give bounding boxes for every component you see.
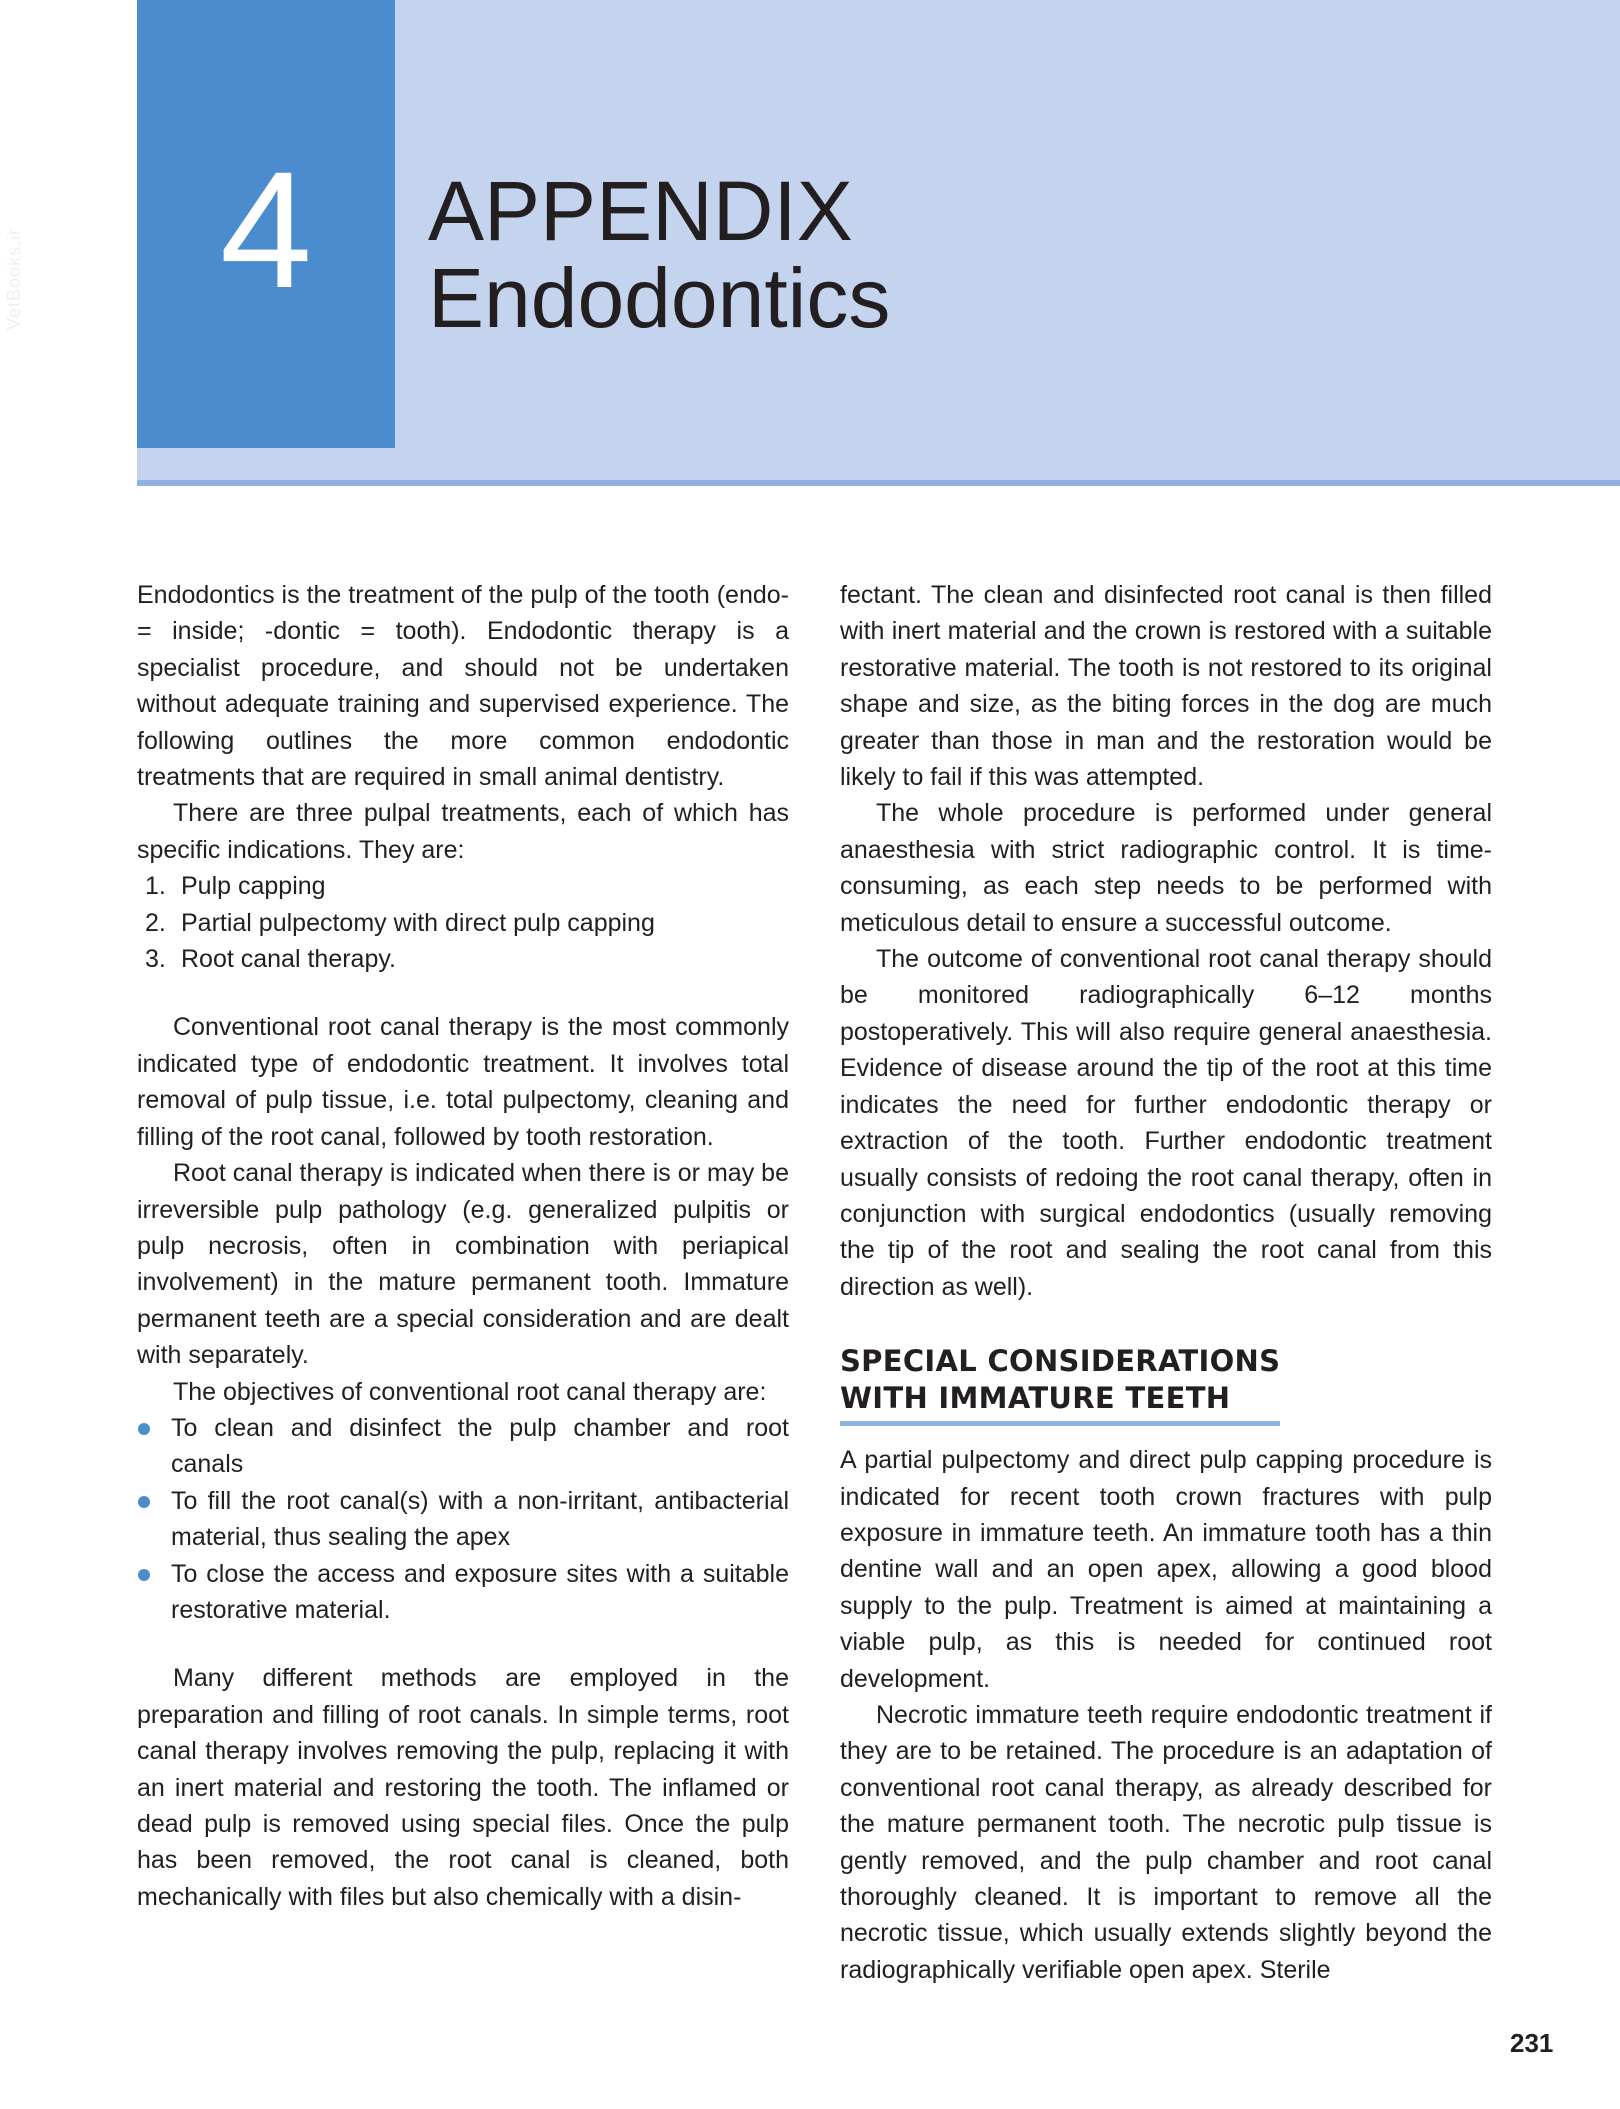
list-item-text: Partial pulpectomy with direct pulp capping <box>181 908 655 937</box>
objectives-intro: The objectives of conventional root canal therapy are: <box>173 1377 767 1406</box>
chapter-title-line2: Endodontics <box>428 250 891 345</box>
section-heading <box>840 1343 1280 1426</box>
watermark: VetBooks.ir <box>4 227 24 330</box>
treatments-intro: There are three pulpal treatments, each of which has specific indications. They are: <box>137 799 789 864</box>
outcome-paragraph: The outcome of conventional root canal therapy should be monitored radiographically 6–12 months postoperatively. This will also require general anaesthesia. Evidence of disease around the tip of the root at this time indicates the need for further endodontic therapy or extraction of the tooth. Further endodontic treatment usually consists of redoing the root canal therapy, often in conjunction with surgical endodontics (usually removing the tip of the root and sealing the root canal from this direction as well). <box>840 945 1492 1301</box>
treatments-list <box>137 868 789 977</box>
procedure-paragraph: The whole procedure is performed under general anaesthesia with strict radiographic control. It is time-consuming, as each step needs to be performed with meticulous detail to ensure a successful outcome. <box>840 799 1492 937</box>
section-heading-line1: SPECIAL CONSIDERATIONS <box>840 1344 1281 1379</box>
chapter-title <box>428 164 891 345</box>
list-item <box>137 905 789 941</box>
necrotic-paragraph: Necrotic immature teeth require endodontic treatment if they are to be retained. The procedure is an adaptation of conventional root canal therapy, as already described for the mature permanent tooth. The necrotic pulp tissue is gently removed, and the pulp chamber and root canal thoroughly cleaned. It is important to remove all the necrotic tissue, which usually extends slightly beyond the radiographically verifiable open apex. Sterile <box>840 1700 1492 1984</box>
list-item-text: Pulp capping <box>181 872 326 901</box>
indication-paragraph: Root canal therapy is indicated when there is or may be irreversible pulp pathology (e.g. generalized pulpitis or pulp necrosis, often in combination with periapical involvement) in the mature permanent tooth. Immature permanent teeth are a special consideration and are dealt with separately. <box>137 1159 789 1370</box>
header-rule <box>137 480 1620 486</box>
objectives-list <box>137 1410 789 1628</box>
list-item: To clean and disinfect the pulp chamber and root canals <box>137 1410 789 1483</box>
section-heading-line2: WITH IMMATURE TEETH <box>840 1381 1231 1416</box>
left-column <box>137 577 789 1915</box>
methods-paragraph: Many different methods are employed in the preparation and filling of root canals. In simple terms, root canal therapy involves removing the pulp, replacing it with an inert material and restoring the tooth. The inflamed or dead pulp is removed using special files. Once the pulp has been removed, the root canal is cleaned, both mechanically with files but also chemically with a disin- <box>137 1664 789 1911</box>
list-item: To fill the root canal(s) with a non-irritant, antibacterial material, thus sealing the apex <box>137 1483 789 1556</box>
chapter-number: 4 <box>219 138 313 323</box>
list-item: To close the access and exposure sites with a suitable restorative material. <box>137 1556 789 1629</box>
list-item-text: Root canal therapy. <box>181 945 396 974</box>
list-number: 3. <box>145 945 166 974</box>
conventional-paragraph: Conventional root canal therapy is the most commonly indicated type of endodontic treatment. It involves total removal of pulp tissue, i.e. total pulpectomy, cleaning and filling of the root canal, followed by tooth restoration. <box>137 1013 789 1151</box>
right-column <box>840 577 1492 1988</box>
immature-paragraph: A partial pulpectomy and direct pulp capping procedure is indicated for recent tooth crown fractures with pulp exposure in immature teeth. An immature tooth has a thin dentine wall and an open apex, allowing a good blood supply to the pulp. Treatment is aimed at maintaining a viable pulp, as this is needed for continued root development. <box>840 1446 1492 1693</box>
list-number: 2. <box>145 908 166 937</box>
chapter-title-line1: APPENDIX <box>428 164 853 258</box>
continued-paragraph: fectant. The clean and disinfected root canal is then filled with inert material and the crown is restored with a suitable restorative material. The tooth is not restored to its original shape and size, as the biting forces in the dog are much greater than those in man and the restoration would be likely to fail if this was attempted. <box>840 581 1492 792</box>
page-number: 231 <box>1510 2028 1554 2058</box>
list-number: 1. <box>145 872 166 901</box>
intro-paragraph: Endodontics is the treatment of the pulp of the tooth (endo- = inside; -dontic = tooth). Endodontic therapy is a specialist procedure, and should not be undertaken without adequate training and supervised experience. The following outlines the more common endodontic treatments that are required in small animal dentistry. <box>137 581 789 792</box>
list-item <box>137 868 789 904</box>
list-item <box>137 941 789 977</box>
